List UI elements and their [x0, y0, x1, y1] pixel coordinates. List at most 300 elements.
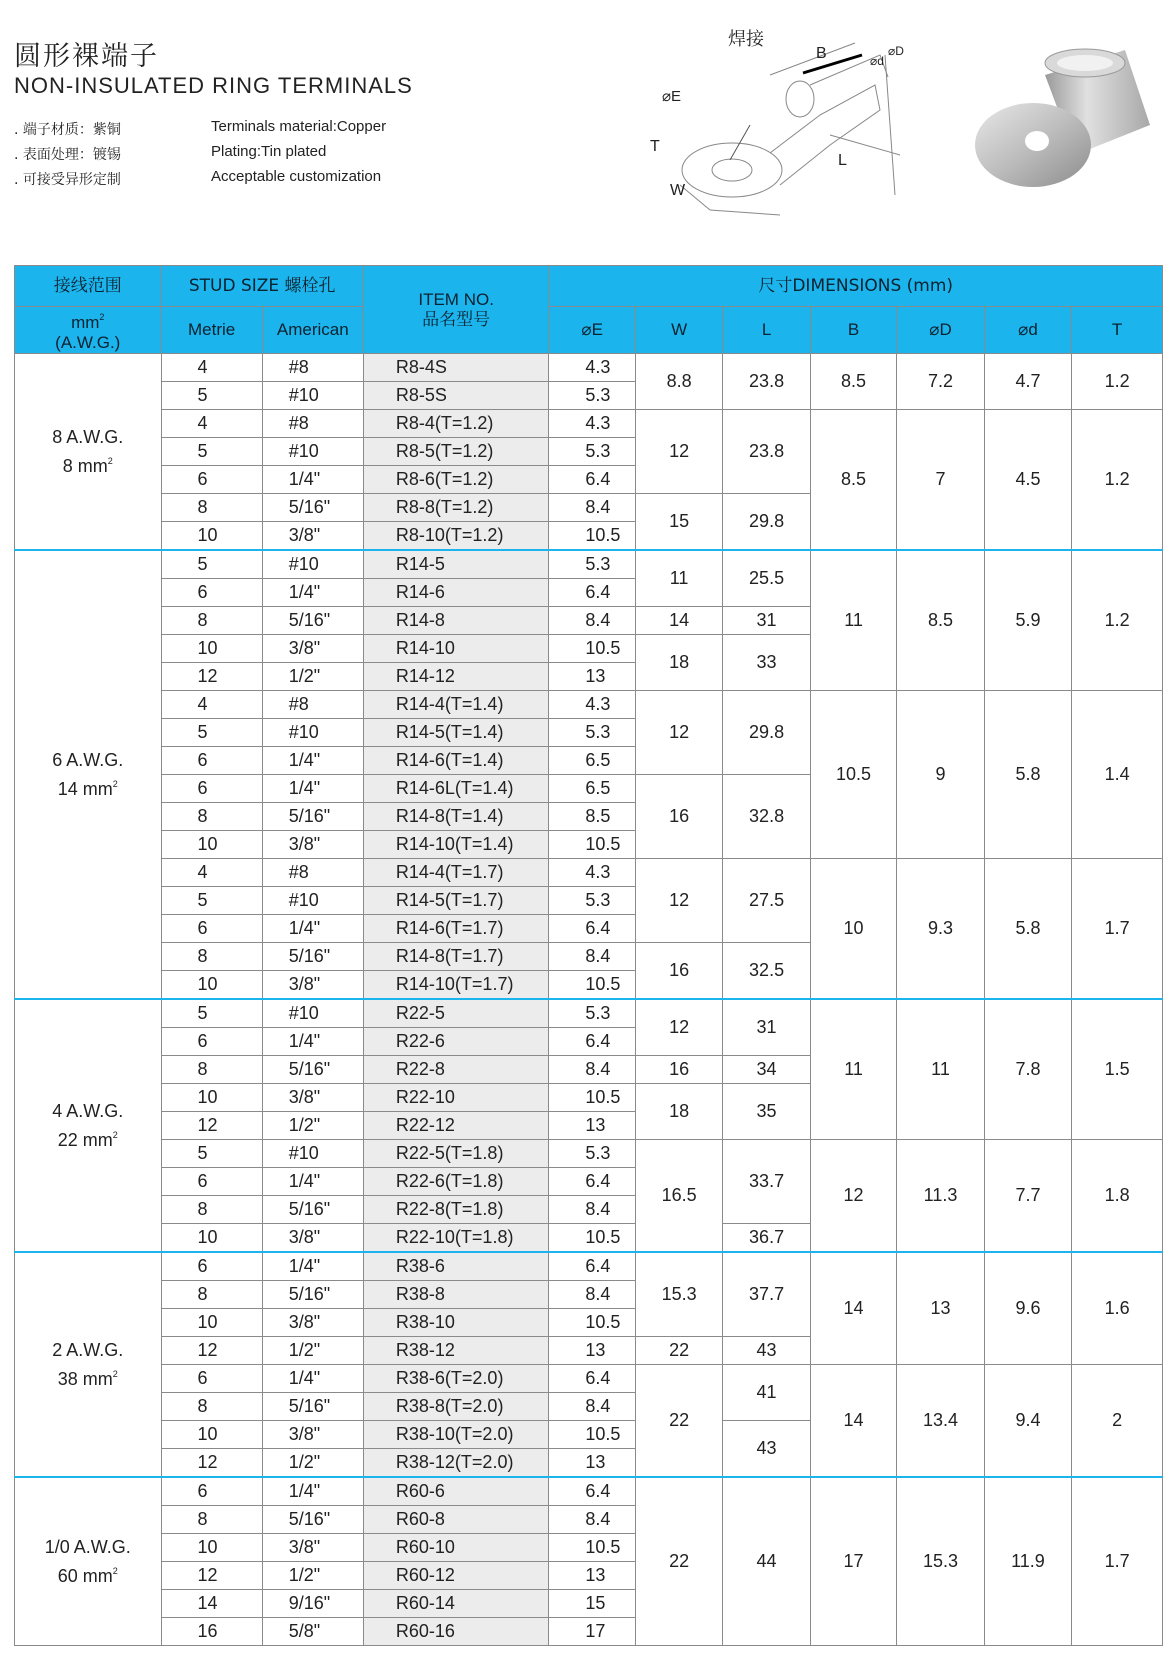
american-cell: 1/4" — [262, 1028, 363, 1056]
american-cell: 3/8" — [262, 1309, 363, 1337]
american-cell: #10 — [262, 382, 363, 410]
item-cell: R14-8 — [363, 607, 549, 635]
D-cell: 7 — [897, 410, 984, 551]
spec-plating-en: Plating:Tin plated — [211, 143, 327, 160]
d-cell: 9.4 — [984, 1365, 1071, 1478]
metric-cell: 6 — [161, 1168, 262, 1196]
american-cell: 9/16" — [262, 1590, 363, 1618]
american-cell: 3/8" — [262, 522, 363, 551]
e-cell: 10.5 — [549, 1224, 635, 1253]
w-cell: 22 — [635, 1477, 722, 1646]
e-cell: 5.3 — [549, 382, 635, 410]
e-cell: 8.4 — [549, 1393, 635, 1421]
metric-cell: 8 — [161, 1281, 262, 1309]
american-cell: 5/16" — [262, 943, 363, 971]
th-wire-range: 接线范围 — [15, 266, 162, 307]
american-cell: #8 — [262, 859, 363, 887]
th-wire-unit-mm: mm — [71, 313, 100, 332]
w-cell: 15.3 — [635, 1252, 722, 1337]
american-cell: #8 — [262, 354, 363, 382]
t-cell: 1.2 — [1072, 410, 1163, 551]
w-cell: 18 — [635, 1084, 722, 1140]
th-D: ⌀D — [897, 307, 984, 354]
american-cell: #10 — [262, 438, 363, 466]
item-cell: R14-5(T=1.4) — [363, 719, 549, 747]
terminal-dimension-diagram — [650, 15, 970, 230]
american-cell: 1/4" — [262, 579, 363, 607]
w-cell: 18 — [635, 635, 722, 691]
l-cell: 32.8 — [723, 775, 810, 859]
label-L: L — [838, 152, 847, 169]
e-cell: 10.5 — [549, 635, 635, 663]
l-cell: 29.8 — [723, 691, 810, 775]
metric-cell: 10 — [161, 1084, 262, 1112]
w-cell: 16 — [635, 775, 722, 859]
american-cell: 5/16" — [262, 1506, 363, 1534]
metric-cell: 6 — [161, 775, 262, 803]
metric-cell: 5 — [161, 550, 262, 579]
american-cell: #8 — [262, 410, 363, 438]
metric-cell: 8 — [161, 943, 262, 971]
american-cell: 1/4" — [262, 466, 363, 494]
l-cell: 33 — [723, 635, 810, 691]
item-cell: R14-8(T=1.7) — [363, 943, 549, 971]
e-cell: 8.4 — [549, 1196, 635, 1224]
item-cell: R14-10(T=1.4) — [363, 831, 549, 859]
american-cell: 5/16" — [262, 607, 363, 635]
e-cell: 4.3 — [549, 859, 635, 887]
e-cell: 6.5 — [549, 775, 635, 803]
item-cell: R22-10(T=1.8) — [363, 1224, 549, 1253]
metric-cell: 12 — [161, 1562, 262, 1590]
item-cell: R14-10 — [363, 635, 549, 663]
item-cell: R22-5 — [363, 999, 549, 1028]
item-cell: R22-10 — [363, 1084, 549, 1112]
d-cell: 5.9 — [984, 550, 1071, 691]
american-cell: 3/8" — [262, 971, 363, 1000]
w-cell: 12 — [635, 410, 722, 494]
metric-cell: 8 — [161, 1506, 262, 1534]
american-cell: #10 — [262, 1140, 363, 1168]
l-cell: 41 — [723, 1365, 810, 1421]
th-item-no-cn: 品名型号 — [422, 309, 491, 330]
b-cell: 14 — [810, 1252, 896, 1365]
item-cell: R22-6(T=1.8) — [363, 1168, 549, 1196]
table-row — [15, 354, 1163, 382]
e-cell: 5.3 — [549, 887, 635, 915]
label-W: W — [670, 182, 686, 199]
w-cell: 8.8 — [635, 354, 722, 410]
b-cell: 17 — [810, 1477, 896, 1646]
item-cell: R38-10 — [363, 1309, 549, 1337]
item-cell: R14-8(T=1.4) — [363, 803, 549, 831]
metric-cell: 10 — [161, 635, 262, 663]
b-cell: 10 — [810, 859, 896, 1000]
group-cell-2awg: 2 A.W.G. 38 $mm^2$ — [15, 1252, 162, 1477]
th-stud-size: STUD SIZE 螺栓孔 — [161, 266, 363, 307]
e-cell: 6.5 — [549, 747, 635, 775]
american-cell: #8 — [262, 691, 363, 719]
t-cell: 1.7 — [1072, 859, 1163, 1000]
b-cell: 8.5 — [810, 354, 896, 410]
item-cell: R8-8(T=1.2) — [363, 494, 549, 522]
american-cell: 1/4" — [262, 775, 363, 803]
l-cell: 35 — [723, 1084, 810, 1140]
page-title-cn: 圆形裸端子 — [14, 41, 159, 72]
metric-cell: 6 — [161, 1028, 262, 1056]
spec-custom-cn: . 可接受异形定制 — [14, 172, 121, 188]
american-cell: 3/8" — [262, 831, 363, 859]
metric-cell: 8 — [161, 1196, 262, 1224]
l-cell: 43 — [723, 1421, 810, 1478]
group-mm: 8 mm — [62, 456, 108, 476]
american-cell: 5/16" — [262, 1393, 363, 1421]
item-cell: R14-10(T=1.7) — [363, 971, 549, 1000]
item-cell: R38-6(T=2.0) — [363, 1365, 549, 1393]
e-cell: 5.3 — [549, 1140, 635, 1168]
metric-cell: 5 — [161, 719, 262, 747]
e-cell: 15 — [549, 1590, 635, 1618]
l-cell: 44 — [723, 1477, 810, 1646]
label-B: B — [816, 45, 827, 62]
table-row — [15, 691, 1163, 719]
w-cell: 12 — [635, 859, 722, 943]
american-cell: #10 — [262, 999, 363, 1028]
american-cell: 5/16" — [262, 494, 363, 522]
t-cell: 1.2 — [1072, 354, 1163, 410]
l-cell: 23.8 — [723, 410, 810, 494]
item-cell: R14-4(T=1.4) — [363, 691, 549, 719]
american-cell: 1/2" — [262, 1337, 363, 1365]
group-mm: 60 mm — [57, 1566, 113, 1586]
t-cell: 1.2 — [1072, 550, 1163, 691]
l-cell: 36.7 — [723, 1224, 810, 1253]
ring-hole — [712, 159, 752, 181]
e-cell: 8.4 — [549, 1056, 635, 1084]
american-cell: 3/8" — [262, 1224, 363, 1253]
metric-cell: 10 — [161, 1534, 262, 1562]
w-cell: 22 — [635, 1365, 722, 1478]
D-cell: 15.3 — [897, 1477, 984, 1646]
american-cell: #10 — [262, 550, 363, 579]
l-cell: 43 — [723, 1337, 810, 1365]
th-item-no-en: ITEM NO. — [418, 289, 494, 309]
e-cell: 6.4 — [549, 1028, 635, 1056]
e-cell: 10.5 — [549, 1084, 635, 1112]
group-awg: 6 A.W.G. — [52, 750, 124, 770]
group-cell-1-0awg: 1/0 A.W.G. 60 $mm^2$ — [15, 1477, 162, 1646]
D-cell: 9 — [897, 691, 984, 859]
item-cell: R22-5(T=1.8) — [363, 1140, 549, 1168]
w-cell: 14 — [635, 607, 722, 635]
item-cell: R38-12 — [363, 1337, 549, 1365]
metric-cell: 10 — [161, 831, 262, 859]
metric-cell: 6 — [161, 1477, 262, 1506]
metric-cell: 6 — [161, 747, 262, 775]
D-cell: 11.3 — [897, 1140, 984, 1253]
metric-cell: 4 — [161, 859, 262, 887]
metric-cell: 16 — [161, 1618, 262, 1646]
th-wire-unit-awg: (A.W.G.) — [55, 333, 121, 352]
american-cell: #10 — [262, 887, 363, 915]
american-cell: 3/8" — [262, 1084, 363, 1112]
th-E: ⌀E — [549, 307, 635, 354]
label-D: ⌀D — [888, 44, 904, 58]
metric-cell: 8 — [161, 494, 262, 522]
metric-cell: 6 — [161, 466, 262, 494]
e-cell: 4.3 — [549, 354, 635, 382]
item-cell: R60-14 — [363, 1590, 549, 1618]
item-cell: R8-4S — [363, 354, 549, 382]
b-cell: 8.5 — [810, 410, 896, 551]
w-cell: 11 — [635, 550, 722, 607]
metric-cell: 5 — [161, 438, 262, 466]
group-mm: 14 mm — [57, 779, 113, 799]
th-item-no — [363, 266, 549, 354]
american-cell: 5/16" — [262, 1196, 363, 1224]
group-cell-6awg: 6 A.W.G. 14 $mm^2$ — [15, 550, 162, 999]
group-cell-8awg: 8 A.W.G. 8 $mm^2$ — [15, 354, 162, 551]
th-L: L — [723, 307, 810, 354]
item-cell: R14-5 — [363, 550, 549, 579]
e-cell: 6.4 — [549, 1477, 635, 1506]
D-cell: 7.2 — [897, 354, 984, 410]
e-cell: 10.5 — [549, 1421, 635, 1449]
metric-cell: 12 — [161, 1449, 262, 1478]
item-cell: R22-6 — [363, 1028, 549, 1056]
metric-cell: 10 — [161, 1309, 262, 1337]
th-d: ⌀d — [984, 307, 1071, 354]
e-cell: 8.4 — [549, 494, 635, 522]
w-cell: 12 — [635, 691, 722, 775]
spec-material-cn: . 端子材质：紫铜 — [14, 122, 121, 138]
metric-cell: 8 — [161, 1056, 262, 1084]
metric-cell: 12 — [161, 1337, 262, 1365]
D-cell: 13 — [897, 1252, 984, 1365]
d-cell: 11.9 — [984, 1477, 1071, 1646]
american-cell: 1/4" — [262, 1168, 363, 1196]
e-cell: 4.3 — [549, 410, 635, 438]
th-metric: Metrie — [161, 307, 262, 354]
l-cell: 37.7 — [723, 1252, 810, 1337]
b-cell: 14 — [810, 1365, 896, 1478]
l-cell: 27.5 — [723, 859, 810, 943]
t-cell: 2 — [1072, 1365, 1163, 1478]
item-cell: R22-12 — [363, 1112, 549, 1140]
metric-cell: 6 — [161, 1252, 262, 1281]
american-cell: 1/4" — [262, 1477, 363, 1506]
table-row — [15, 410, 1163, 438]
e-cell: 8.4 — [549, 1506, 635, 1534]
item-cell: R60-16 — [363, 1618, 549, 1646]
w-cell: 16 — [635, 1056, 722, 1084]
metric-cell: 5 — [161, 382, 262, 410]
metric-cell: 10 — [161, 522, 262, 551]
weld-line — [803, 55, 862, 73]
spec-custom-en: Acceptable customization — [211, 168, 382, 185]
th-wire-unit: $mm^2$ (A.W.G.) — [15, 307, 162, 354]
group-awg: 1/0 A.W.G. — [44, 1537, 131, 1557]
b-cell: 12 — [810, 1140, 896, 1253]
label-T: T — [650, 138, 660, 155]
th-B: B — [810, 307, 896, 354]
group-awg: 8 A.W.G. — [52, 427, 124, 447]
e-cell: 6.4 — [549, 1252, 635, 1281]
d-cell: 9.6 — [984, 1252, 1071, 1365]
e-cell: 4.3 — [549, 691, 635, 719]
b-cell: 11 — [810, 550, 896, 691]
metric-cell: 5 — [161, 999, 262, 1028]
d-cell: 4.7 — [984, 354, 1071, 410]
american-cell: 3/8" — [262, 1421, 363, 1449]
american-cell: 1/4" — [262, 1252, 363, 1281]
t-cell: 1.6 — [1072, 1252, 1163, 1365]
metric-cell: 6 — [161, 1365, 262, 1393]
item-cell: R14-6L(T=1.4) — [363, 775, 549, 803]
item-cell: R8-5S — [363, 382, 549, 410]
d-cell: 4.5 — [984, 410, 1071, 551]
l-cell: 29.8 — [723, 494, 810, 551]
e-cell: 10.5 — [549, 831, 635, 859]
l-cell: 31 — [723, 999, 810, 1056]
item-cell: R60-12 — [363, 1562, 549, 1590]
metric-cell: 5 — [161, 887, 262, 915]
w-cell: 16.5 — [635, 1140, 722, 1253]
e-cell: 8.4 — [549, 607, 635, 635]
item-cell: R22-8 — [363, 1056, 549, 1084]
table-row — [15, 859, 1163, 887]
american-cell: 1/4" — [262, 747, 363, 775]
american-cell: 5/8" — [262, 1618, 363, 1646]
item-cell: R8-5(T=1.2) — [363, 438, 549, 466]
metric-cell: 6 — [161, 915, 262, 943]
t-cell: 1.7 — [1072, 1477, 1163, 1646]
l-cell: 31 — [723, 607, 810, 635]
american-cell: 3/8" — [262, 635, 363, 663]
american-cell: 5/16" — [262, 1281, 363, 1309]
metric-cell: 10 — [161, 1421, 262, 1449]
e-cell: 5.3 — [549, 999, 635, 1028]
e-cell: 5.3 — [549, 550, 635, 579]
item-cell: R14-6 — [363, 579, 549, 607]
e-cell: 6.4 — [549, 466, 635, 494]
item-cell: R14-6(T=1.7) — [363, 915, 549, 943]
e-cell: 5.3 — [549, 438, 635, 466]
metric-cell: 10 — [161, 971, 262, 1000]
w-cell: 15 — [635, 494, 722, 551]
e-cell: 10.5 — [549, 1534, 635, 1562]
th-dimensions: 尺寸DIMENSIONS (mm) — [549, 266, 1163, 307]
label-E: ⌀E — [662, 88, 682, 105]
label-d: ⌀d — [870, 54, 884, 68]
l-cell: 25.5 — [723, 550, 810, 607]
e-cell: 5.3 — [549, 719, 635, 747]
american-cell: 1/2" — [262, 1112, 363, 1140]
t-cell: 1.8 — [1072, 1140, 1163, 1253]
metric-cell: 6 — [161, 579, 262, 607]
weld-label: 焊接 — [728, 29, 764, 50]
item-cell: R60-10 — [363, 1534, 549, 1562]
table-row — [15, 1365, 1163, 1393]
D-cell: 9.3 — [897, 859, 984, 1000]
e-cell: 13 — [549, 1449, 635, 1478]
e-cell: 13 — [549, 1112, 635, 1140]
item-cell: R38-10(T=2.0) — [363, 1421, 549, 1449]
metric-cell: 4 — [161, 354, 262, 382]
d-cell: 5.8 — [984, 691, 1071, 859]
t-cell: 1.4 — [1072, 691, 1163, 859]
item-cell: R8-10(T=1.2) — [363, 522, 549, 551]
th-T: T — [1072, 307, 1163, 354]
group-mm: 38 mm — [57, 1369, 113, 1389]
table-row — [15, 1140, 1163, 1168]
group-mm: 22 mm — [57, 1130, 113, 1150]
b-cell: 10.5 — [810, 691, 896, 859]
d-cell: 7.7 — [984, 1140, 1071, 1253]
D-cell: 13.4 — [897, 1365, 984, 1478]
e-cell: 13 — [549, 1337, 635, 1365]
metric-cell: 12 — [161, 663, 262, 691]
d-cell: 5.8 — [984, 859, 1071, 1000]
t-cell: 1.5 — [1072, 999, 1163, 1140]
e-cell: 6.4 — [549, 1365, 635, 1393]
e-cell: 6.4 — [549, 915, 635, 943]
item-cell: R60-6 — [363, 1477, 549, 1506]
item-cell: R14-5(T=1.7) — [363, 887, 549, 915]
item-cell: R14-12 — [363, 663, 549, 691]
group-awg: 4 A.W.G. — [52, 1101, 124, 1121]
l-cell: 34 — [723, 1056, 810, 1084]
table-row — [15, 550, 1163, 579]
ring-outline — [682, 143, 782, 197]
e-cell: 13 — [549, 1562, 635, 1590]
metric-cell: 12 — [161, 1112, 262, 1140]
metric-cell: 5 — [161, 1140, 262, 1168]
w-cell: 12 — [635, 999, 722, 1056]
group-awg: 2 A.W.G. — [52, 1340, 124, 1360]
item-cell: R8-4(T=1.2) — [363, 410, 549, 438]
item-cell: R38-8 — [363, 1281, 549, 1309]
item-cell: R14-6(T=1.4) — [363, 747, 549, 775]
item-cell: R22-8(T=1.8) — [363, 1196, 549, 1224]
item-cell: R14-4(T=1.7) — [363, 859, 549, 887]
e-cell: 10.5 — [549, 971, 635, 1000]
item-cell: R38-12(T=2.0) — [363, 1449, 549, 1478]
american-cell: 1/2" — [262, 1562, 363, 1590]
metric-cell: 14 — [161, 1590, 262, 1618]
table-row — [15, 1477, 1163, 1506]
spec-table-body — [15, 354, 1163, 1646]
b-cell: 11 — [810, 999, 896, 1140]
table-row — [15, 1252, 1163, 1281]
page-title-en: NON-INSULATED RING TERMINALS — [14, 73, 413, 98]
e-cell: 13 — [549, 663, 635, 691]
d-cell: 7.8 — [984, 999, 1071, 1140]
group-cell-4awg: 4 A.W.G. 22 $mm^2$ — [15, 999, 162, 1252]
terminal-photo — [975, 45, 1165, 205]
e-cell: 10.5 — [549, 522, 635, 551]
e-cell: 8.4 — [549, 1281, 635, 1309]
metric-cell: 10 — [161, 1224, 262, 1253]
table-row — [15, 999, 1163, 1028]
american-cell: 3/8" — [262, 1534, 363, 1562]
w-cell: 22 — [635, 1337, 722, 1365]
american-cell: 1/2" — [262, 1449, 363, 1478]
american-cell: #10 — [262, 719, 363, 747]
american-cell: 1/4" — [262, 915, 363, 943]
spec-table — [14, 265, 1163, 1646]
th-W: W — [635, 307, 722, 354]
